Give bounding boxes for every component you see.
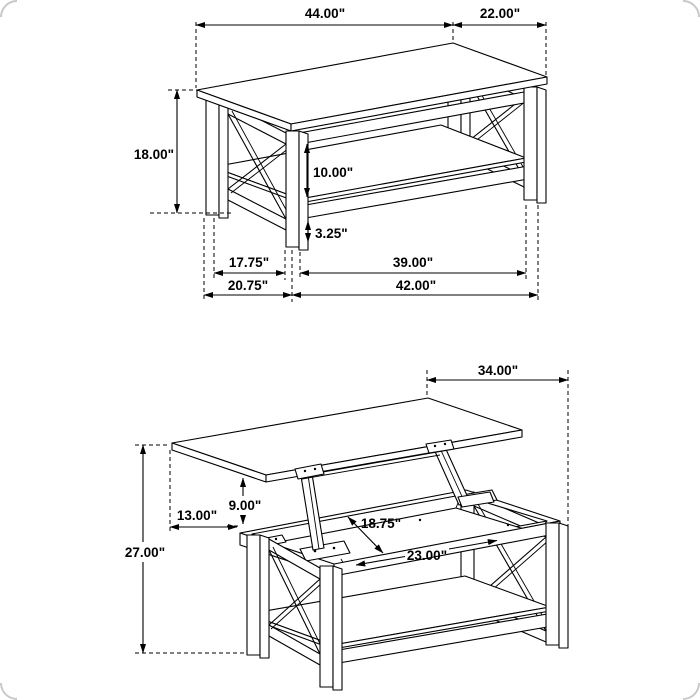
dim-label-left-outer-span: 20.75" (227, 278, 269, 293)
open-lower-shelf (248, 576, 550, 649)
dim-label-right-inner-span: 39.00" (392, 255, 434, 270)
front-left-leg (206, 97, 228, 218)
lifted-tabletop (172, 398, 522, 482)
dim-label-compartment-depth: 18.75" (360, 516, 402, 531)
dim-label-lift-height: 9.00" (228, 498, 262, 513)
dim-label-base-length: 42.00" (395, 278, 437, 293)
dim-label-top-depth: 22.00" (479, 6, 521, 21)
open-table-drawing (172, 398, 568, 690)
open-right-leg (546, 523, 568, 648)
dim-label-overall-height: 18.00" (133, 147, 174, 162)
dim-label-floor-clearance: 3.25" (315, 226, 348, 241)
right-leg (524, 87, 546, 203)
open-front-left-leg (247, 535, 269, 658)
dim-label-open-height: 27.00" (124, 545, 166, 560)
dim-label-top-overhang: 13.00" (176, 508, 218, 523)
closed-table-drawing (197, 43, 547, 250)
dim-label-left-inner-span: 17.75" (228, 255, 270, 270)
open-front-middle-leg (320, 566, 342, 690)
dim-label-compartment-length: 23.00" (406, 548, 448, 563)
dim-label-top-length: 44.00" (304, 6, 346, 21)
dim-label-shelf-opening: 10.00" (313, 165, 354, 180)
dim-label-top-travel: 34.00" (477, 363, 519, 378)
front-middle-leg (286, 131, 308, 250)
